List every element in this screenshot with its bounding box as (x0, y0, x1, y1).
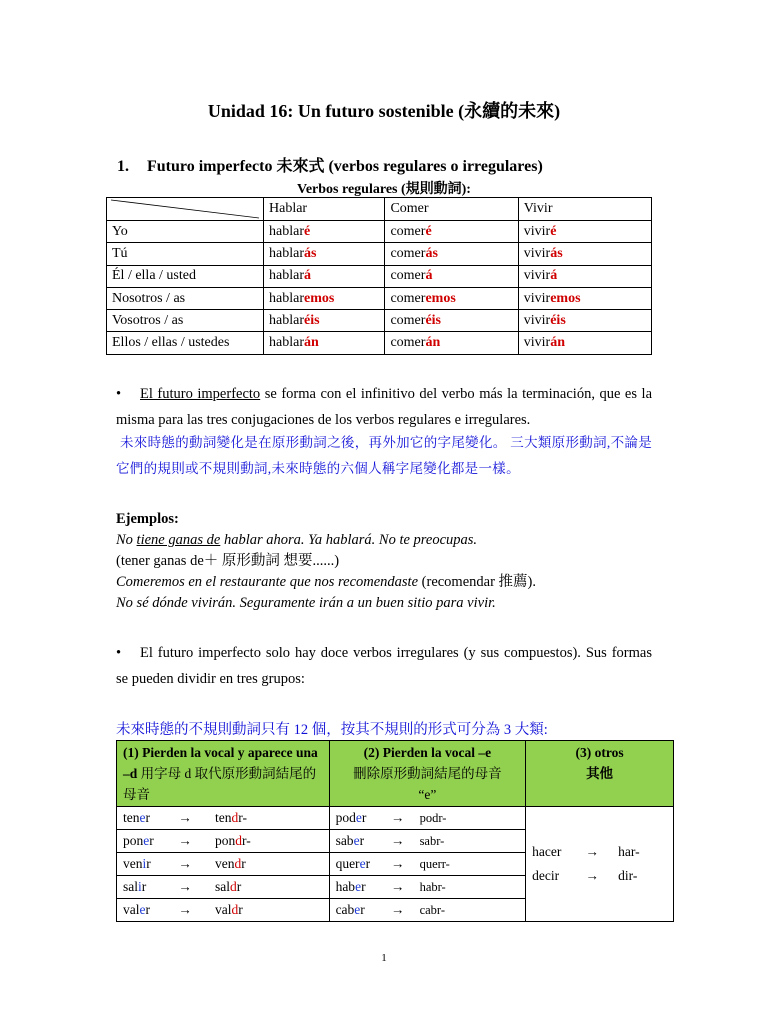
verb-stem: comer (390, 223, 426, 239)
example-line-1 (116, 530, 536, 551)
verb-stem: comer (390, 268, 426, 284)
infinitive: decir (532, 868, 560, 883)
page-title: Unidad 16: Un futuro sostenible (永續的未來) (207, 101, 561, 121)
conjugation-cell (264, 310, 385, 332)
group3-header (526, 741, 674, 807)
verb-stem: vivir (523, 245, 551, 261)
verb-stem: vivir (523, 290, 551, 306)
infinitive (336, 856, 382, 872)
subject-cell: Yo (107, 221, 264, 243)
verb-ending: ás (550, 245, 563, 261)
section-title: Futuro imperfecto 未來式 (verbos regulares o irregulares) (147, 158, 543, 175)
table-row (107, 243, 652, 265)
suffix: r (361, 810, 367, 825)
group1-cell (117, 853, 330, 876)
verb-stem: hablar (269, 245, 304, 261)
section-heading (117, 153, 543, 176)
suffix: r (238, 902, 243, 917)
subject-cell: Ellos / ellas / ustedes (107, 332, 264, 354)
group2-quote: “e” (418, 787, 437, 802)
group1-cell (117, 807, 330, 830)
bullet-paragraph-2 (116, 640, 652, 692)
conjugation-cell (518, 310, 651, 332)
future-stem: dir- (618, 868, 638, 883)
other-verb-row (532, 840, 667, 864)
bullet-dot: • (116, 645, 122, 661)
verb-ending: é (303, 223, 311, 239)
lost-vowel: e (353, 833, 360, 848)
conjugation-cell (518, 332, 651, 354)
suffix: r- (242, 833, 251, 848)
table-row (107, 265, 652, 287)
suffix: r (236, 879, 242, 894)
infinitive (336, 879, 382, 895)
future-stem (215, 856, 246, 871)
verb-stem: hablar (269, 268, 304, 284)
stem: hab (335, 879, 356, 894)
conjugation-cell (518, 243, 651, 265)
verb-ending: á (303, 268, 311, 284)
infinitive (123, 810, 169, 826)
group1-cell (117, 876, 330, 899)
added-d: d (231, 902, 239, 917)
header-hablar: Hablar (264, 198, 385, 221)
stem: sal (123, 879, 138, 894)
table-row (107, 310, 652, 332)
verb-ending: án (550, 335, 566, 351)
added-d: d (235, 833, 242, 848)
lost-vowel: e (355, 879, 362, 894)
verb-ending: é (550, 223, 557, 239)
arrow-icon: → (390, 879, 405, 894)
group2-cell (329, 899, 526, 922)
conjugation-cell (385, 310, 518, 332)
future-stem: cabr- (419, 903, 445, 917)
header-comer: Comer (385, 198, 518, 221)
verb-ending: ás (303, 245, 317, 261)
lost-vowel: e (354, 902, 361, 917)
examples-heading: Ejemplos: (116, 511, 179, 527)
group2-header (329, 741, 526, 807)
underlined-term: El futuro imperfecto (140, 386, 261, 402)
conjugation-cell (264, 243, 385, 265)
arrow-icon: → (585, 868, 599, 883)
conjugation-cell (264, 265, 385, 287)
verb-ending: án (303, 335, 319, 351)
verb-ending: ás (425, 245, 438, 261)
verb-stem: comer (390, 312, 426, 328)
bullet-paragraph-1 (116, 381, 652, 433)
example-italic: Comeremos en el restaurante que nos recomendaste (116, 574, 419, 590)
verb-stem: vivir (523, 268, 551, 284)
example-line-3 (116, 572, 536, 593)
stem: sal (215, 879, 230, 894)
verb-stem: hablar (269, 223, 304, 239)
lost-vowel: e (355, 810, 362, 825)
future-stem: querr- (419, 857, 450, 871)
suffix: r (145, 810, 150, 825)
subject-cell: Él / ella / usted (107, 265, 264, 287)
suffix: r (146, 856, 151, 871)
infinitive (123, 833, 169, 849)
arrow-icon: → (390, 856, 405, 871)
added-d: d (231, 810, 239, 825)
example-text: hablar ahora. Ya hablará. No te preocupas. (220, 532, 478, 548)
table-row (107, 221, 652, 243)
page-number: 1 (381, 952, 387, 964)
verb-stem: vivir (523, 335, 551, 351)
verb-ending: emos (425, 290, 456, 306)
group1-cell (117, 899, 330, 922)
conjugation-cell (385, 287, 518, 309)
table-header-row (107, 198, 652, 221)
verb-stem: hablar (269, 335, 304, 351)
stem: ven (123, 856, 143, 871)
stem: quer (335, 856, 360, 871)
verb-ending: éis (425, 312, 441, 328)
future-stem (215, 833, 251, 848)
example-line-2: (tener ganas de＋ 原形動詞 想要......) (116, 553, 340, 569)
arrow-icon: → (178, 833, 192, 848)
suffix: r- (238, 810, 247, 825)
verb-ending: emos (550, 290, 581, 306)
lost-vowel: i (142, 856, 147, 871)
suffix: r (360, 902, 365, 917)
conjugation-cell (264, 221, 385, 243)
arrow-icon: → (585, 844, 599, 859)
added-d: d (230, 879, 237, 894)
verb-stem: comer (390, 290, 426, 306)
suffix: r (141, 879, 147, 894)
suffix: r (241, 856, 246, 871)
lost-vowel: e (139, 810, 146, 825)
conjugation-cell (385, 243, 518, 265)
added-d: d (234, 856, 242, 871)
verb-stem: hablar (269, 312, 304, 328)
suffix: r (149, 833, 154, 848)
subject-cell: Tú (107, 243, 264, 265)
arrow-icon: → (178, 902, 192, 917)
infinitive (336, 833, 382, 849)
stem: ten (215, 810, 232, 825)
table-row (117, 807, 674, 830)
verb-ending: án (425, 335, 441, 351)
section-number: 1. (117, 158, 129, 175)
table-header-row (117, 741, 674, 807)
irregular-verbs-table (116, 740, 674, 922)
verb-ending: éis (550, 312, 566, 328)
future-stem: podr- (419, 811, 447, 825)
verb-ending: éis (303, 312, 320, 328)
diagonal-corner-cell (107, 198, 264, 221)
stem: ven (215, 856, 235, 871)
conjugation-cell (385, 332, 518, 354)
future-stem (215, 902, 243, 917)
stem: sab (335, 833, 354, 848)
bullet-text: se forma con el infinitivo del verbo más la terminación, que es la misma para las tres conjugaciones de los verbos regulares e irregulares. (116, 386, 653, 428)
verb-stem: comer (390, 245, 426, 261)
verb-stem: hablar (269, 290, 304, 306)
infinitive: hacer (532, 844, 562, 859)
verb-ending: é (425, 223, 432, 239)
stem: pod (335, 810, 356, 825)
conjugation-cell (385, 221, 518, 243)
group2-cell (329, 876, 526, 899)
regular-verbs-table (106, 197, 652, 355)
stem: cab (335, 902, 355, 917)
example-line-4: No sé dónde vivirán. Seguramente irán a un buen sitio para vivir. (116, 595, 496, 611)
conjugation-cell (518, 265, 651, 287)
infinitive (336, 810, 382, 826)
arrow-icon: → (390, 810, 405, 825)
conjugation-cell (518, 287, 651, 309)
infinitive (123, 856, 169, 872)
table1-caption: Verbos regulares (規則動詞): (297, 182, 471, 197)
verb-ending: emos (303, 290, 335, 306)
examples-block (116, 509, 536, 614)
verb-stem: comer (390, 335, 426, 351)
group3-zh: 其他 (586, 766, 614, 781)
future-stem (215, 879, 241, 894)
group2-title: (2) Pierden la vocal –e (363, 745, 492, 760)
future-stem (215, 810, 247, 825)
verb-ending: á (550, 268, 558, 284)
conjugation-cell (264, 287, 385, 309)
group2-cell (329, 853, 526, 876)
table-row (107, 332, 652, 354)
arrow-icon: → (390, 833, 405, 848)
group1-header (117, 741, 330, 807)
example-note: (recomendar 推薦). (418, 574, 536, 590)
arrow-icon: → (178, 810, 192, 825)
infinitive (123, 879, 169, 895)
group1-zh: 用字母 d 取代原形動詞結尾的母音 (123, 766, 317, 802)
conjugation-cell (518, 221, 651, 243)
lost-vowel: i (138, 879, 142, 894)
chinese-explanation: 未來時態的動詞變化是在原形動詞之後，再外加它的字尾變化。 三大類原形動詞,不論是它們的規則或不規則動詞,未來時態的六個人稱字尾變化都是一樣。 (116, 435, 652, 476)
stem: val (215, 902, 232, 917)
future-stem: sabr- (419, 834, 445, 848)
table-row (107, 287, 652, 309)
bullet-text: El futuro imperfecto solo hay doce verbos irregulares (y sus compuestos). Sus formas se pueden dividir en tres grupos: (116, 645, 652, 687)
group1-title: (1) Pierden la vocal y aparece una –d (123, 745, 318, 781)
infinitive (336, 902, 382, 918)
arrow-icon: → (390, 902, 405, 917)
lost-vowel: e (139, 902, 146, 917)
subject-cell: Vosotros / as (107, 310, 264, 332)
verb-stem: vivir (523, 312, 551, 328)
group2-cell (329, 830, 526, 853)
verb-stem: vivir (523, 223, 551, 239)
group2-zh: 刪除原形動詞結尾的母音 (353, 766, 502, 781)
stem: pon (215, 833, 236, 848)
stem: val (123, 902, 140, 917)
example-text: No (116, 532, 137, 548)
suffix: r (145, 902, 150, 917)
conjugation-cell (385, 265, 518, 287)
suffix: r (361, 879, 366, 894)
lost-vowel: e (143, 833, 150, 848)
bullet-dot: • (116, 386, 122, 402)
stem: pon (123, 833, 144, 848)
arrow-icon: → (178, 856, 192, 871)
suffix: r (359, 833, 365, 848)
irregular-intro: 未來時態的不規則動詞只有 12 個，按其不規則的形式可分為 3 大類: (116, 722, 548, 738)
future-stem: habr- (419, 880, 446, 894)
group1-cell (117, 830, 330, 853)
group2-cell (329, 807, 526, 830)
arrow-icon: → (178, 879, 192, 894)
suffix: r (365, 856, 371, 871)
subject-cell: Nosotros / as (107, 287, 264, 309)
group3-cell (526, 807, 674, 922)
future-stem: har- (618, 844, 640, 859)
group3-title: (3) otros (575, 745, 624, 760)
infinitive (123, 902, 169, 918)
conjugation-cell (264, 332, 385, 354)
diagonal-line (107, 198, 263, 220)
other-verb-row (532, 864, 667, 888)
lost-vowel: e (359, 856, 366, 871)
stem: ten (123, 810, 140, 825)
example-underlined: tiene ganas de (136, 532, 221, 548)
verb-ending: á (425, 268, 433, 284)
header-vivir: Vivir (518, 198, 651, 221)
